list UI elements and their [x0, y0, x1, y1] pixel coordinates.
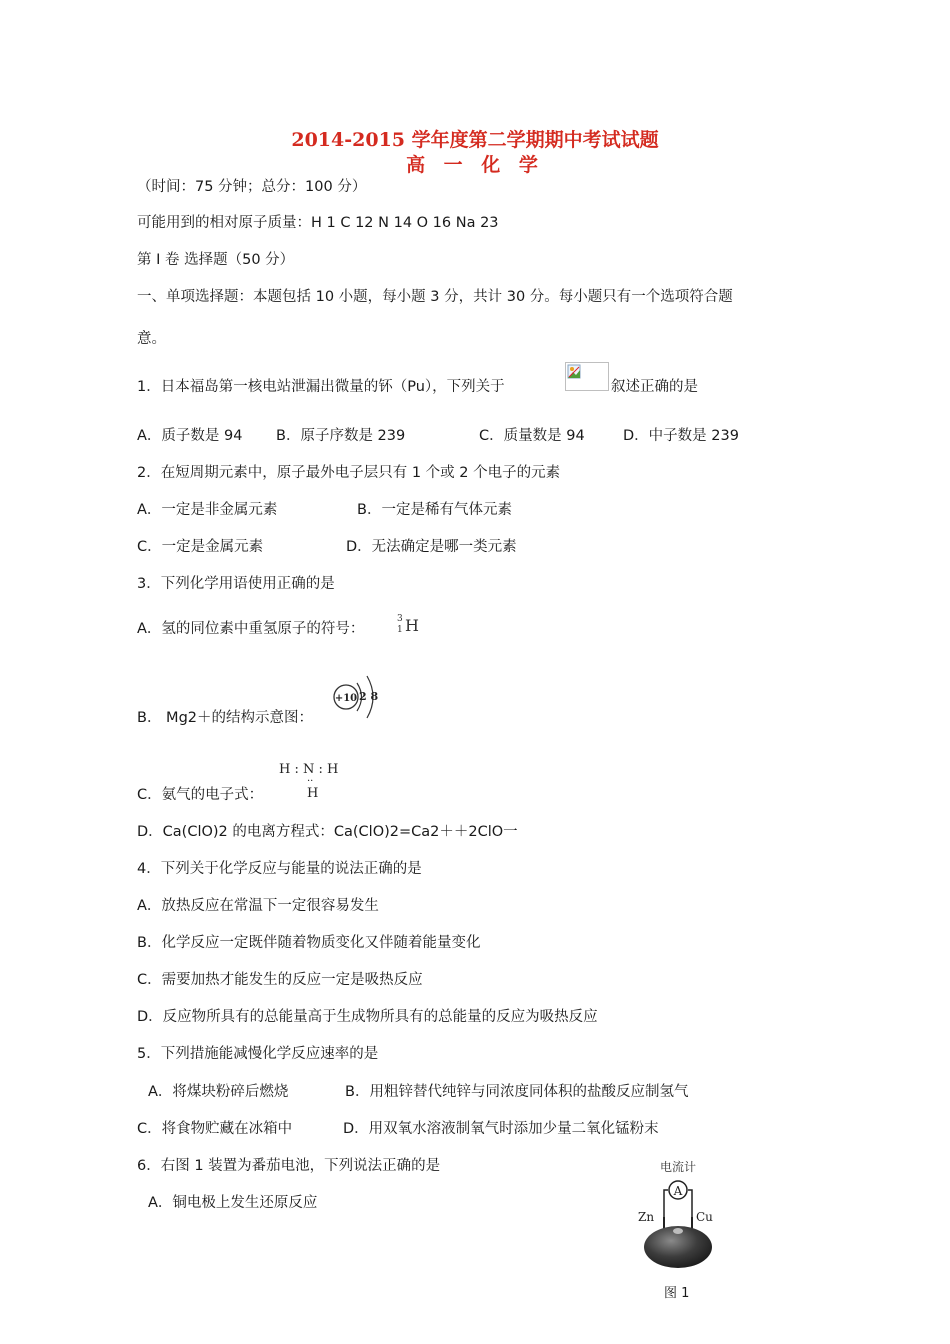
q6-stem: 6．右图 1 装置为番茄电池，下列说法正确的是 — [137, 1158, 441, 1174]
svg-text:1: 1 — [397, 625, 403, 635]
q5-option-b: B．用粗锌替代纯锌与同浓度同体积的盐酸反应制氢气 — [345, 1084, 689, 1100]
svg-text:电流计: 电流计 — [659, 1160, 697, 1174]
q2-stem: 2．在短周期元素中，原子最外电子层只有 1 个或 2 个电子的元素 — [137, 465, 561, 481]
figure-1-caption: 图 1 — [664, 1286, 690, 1301]
q3-option-a: A．氢的同位素中重氢原子的符号： — [137, 621, 365, 637]
broken-image-icon — [565, 362, 609, 391]
instructions-line-2: 意。 — [137, 331, 166, 347]
q4-option-a: A．放热反应在常温下一定很容易发生 — [137, 898, 379, 914]
exam-title: 2014-2015 学年度第二学期期中考试试题 — [291, 129, 659, 151]
q5-option-d: D．用双氧水溶液制氧气时添加少量二氧化锰粉末 — [343, 1121, 659, 1137]
svg-text:H: H — [307, 786, 319, 801]
svg-text:3: 3 — [397, 614, 403, 624]
svg-text:··: ·· — [307, 776, 314, 787]
section-heading: 第 I 卷 选择题（50 分） — [137, 252, 295, 268]
time-info: （时间：75 分钟；总分：100 分） — [137, 179, 367, 195]
q4-option-b: B．化学反应一定既伴随着物质变化又伴随着能量变化 — [137, 935, 481, 951]
svg-text:A: A — [673, 1184, 683, 1198]
tomato-battery-figure — [628, 1155, 728, 1275]
q4-option-d: D．反应物所具有的总能量高于生成物所具有的总能量的反应为吸热反应 — [137, 1009, 598, 1025]
q5-option-c: C．将食物贮藏在冰箱中 — [137, 1121, 293, 1137]
q1-option-b: B．原子序数是 239 — [276, 428, 406, 444]
q2-option-b: B．一定是稀有气体元素 — [357, 502, 512, 518]
deuterium-symbol — [395, 611, 425, 637]
q4-stem: 4．下列关于化学反应与能量的说法正确的是 — [137, 861, 422, 877]
q1-option-a: A．质子数是 94 — [137, 428, 243, 444]
q2-option-d: D．无法确定是哪一类元素 — [346, 539, 517, 555]
svg-text:2 8: 2 8 — [359, 690, 379, 703]
atomic-mass-line: 可能用到的相对原子质量：H 1 C 12 N 14 O 16 Na 23 — [137, 215, 499, 231]
q3-option-d: D．Ca(ClO)2 的电离方程式：Ca(ClO)2=Ca2＋＋2ClO一 — [137, 824, 518, 840]
svg-text:H : N : H: H : N : H — [279, 762, 339, 777]
q5-stem: 5．下列措施能减慢化学反应速率的是 — [137, 1046, 379, 1062]
q3-option-c: C．氨气的电子式： — [137, 787, 264, 803]
svg-text:H: H — [405, 616, 419, 635]
subject-title: 高 一 化 学 — [406, 154, 544, 176]
q1-option-c: C．质量数是 94 — [479, 428, 585, 444]
q1-stem-part-2: 叙述正确的是 — [611, 379, 698, 395]
svg-text:+10: +10 — [334, 693, 358, 704]
q6-option-a: A．铜电极上发生还原反应 — [148, 1195, 318, 1211]
instructions-line-1: 一、单项选择题：本题包括 10 小题，每小题 3 分，共计 30 分。每小题只有一个选项符合题 — [137, 289, 733, 305]
ammonia-electron-formula — [276, 757, 348, 801]
q5-option-a: A．将煤块粉碎后燃烧 — [148, 1084, 289, 1100]
q3-stem: 3．下列化学用语使用正确的是 — [137, 576, 335, 592]
svg-text:Zn: Zn — [638, 1210, 655, 1224]
q4-option-c: C．需要加热才能发生的反应一定是吸热反应 — [137, 972, 423, 988]
svg-text:Cu: Cu — [696, 1210, 713, 1224]
q3-option-b: B． Mg2＋的结构示意图： — [137, 710, 313, 726]
q2-option-a: A．一定是非金属元素 — [137, 502, 278, 518]
q2-option-c: C．一定是金属元素 — [137, 539, 264, 555]
q1-option-d: D．中子数是 239 — [623, 428, 739, 444]
q1-stem-part-1: 1．日本福岛第一核电站泄漏出微量的钚（Pu），下列关于 — [137, 379, 505, 395]
mg-ion-structure-diagram — [330, 670, 382, 726]
